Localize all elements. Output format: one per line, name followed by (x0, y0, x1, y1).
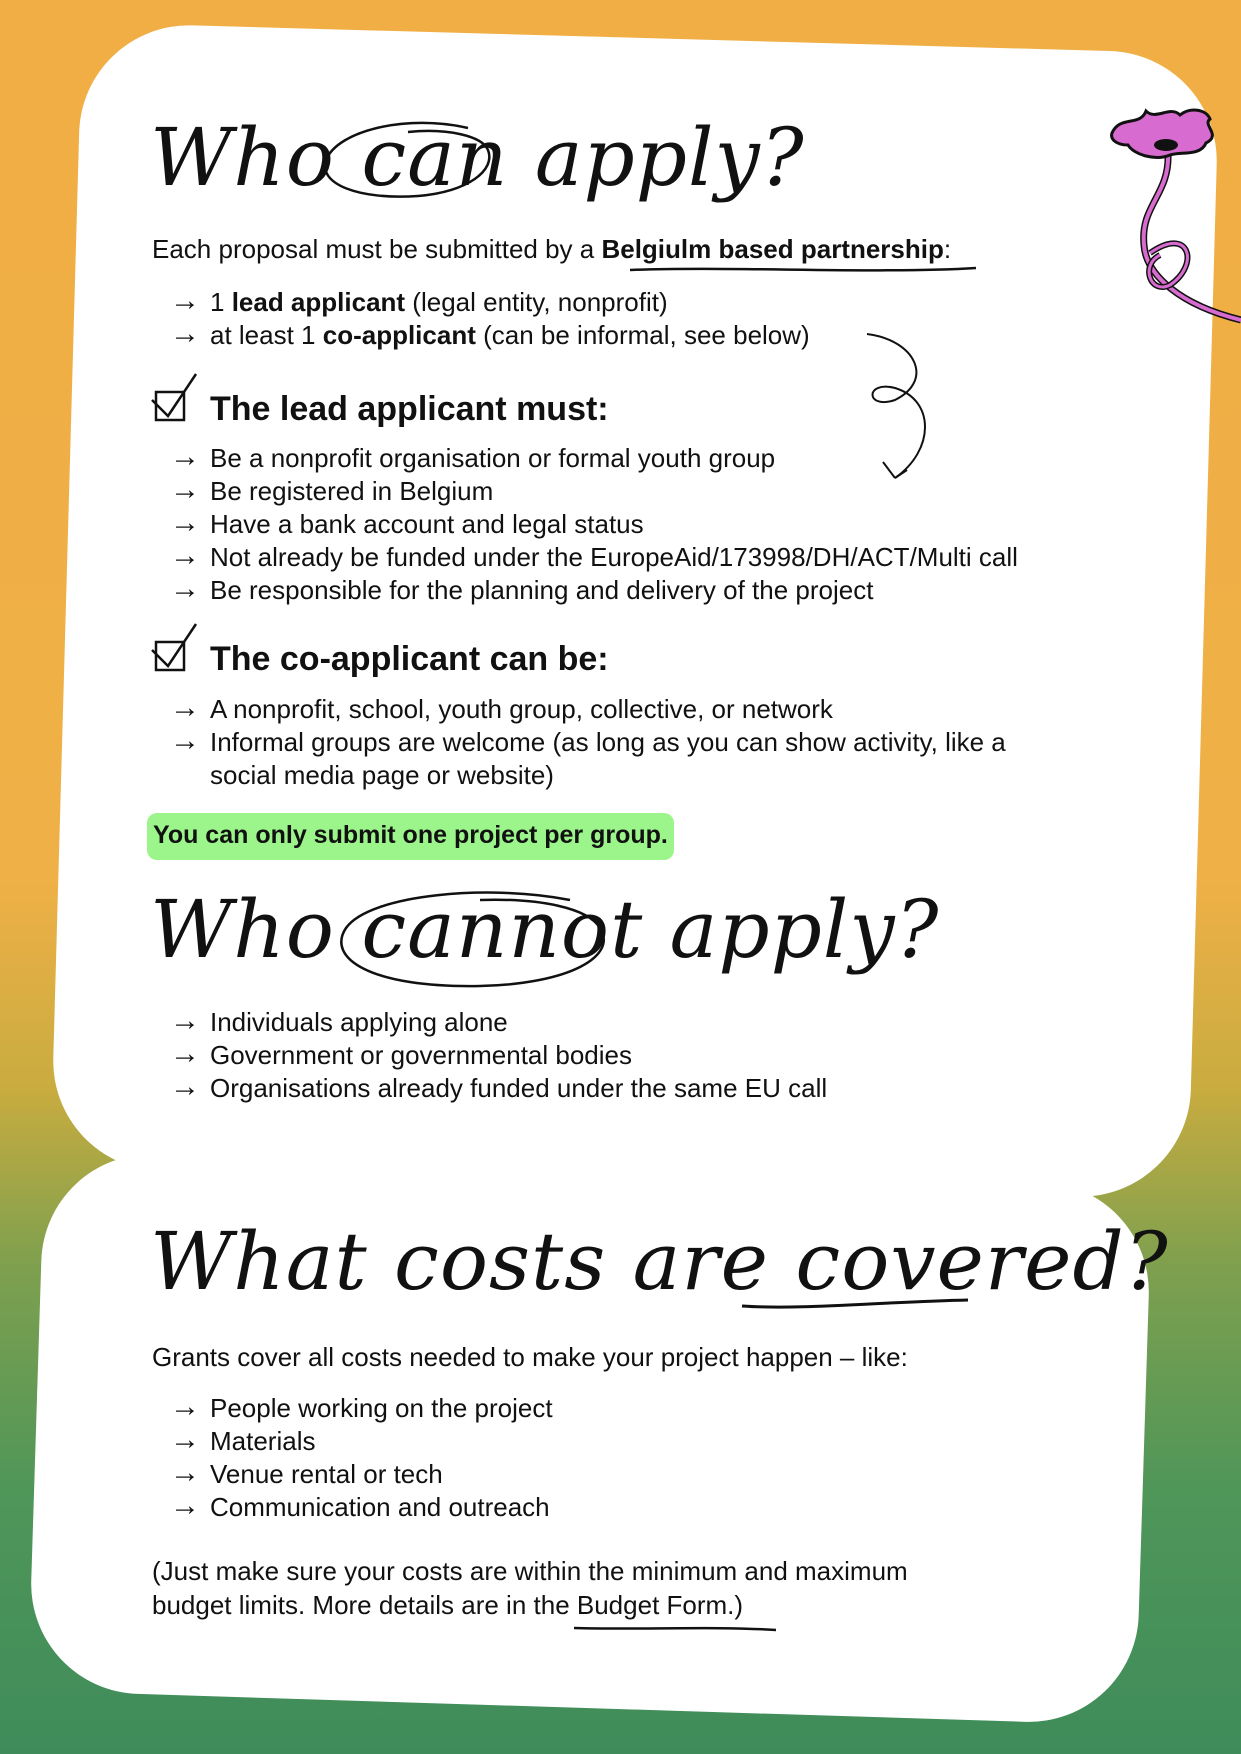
arrow-right-icon: → (170, 1456, 200, 1489)
heading-part-cannot: cannot (361, 883, 644, 976)
arrow-right-icon: → (170, 506, 200, 539)
heading-part-can: can (361, 111, 509, 204)
lead-applicant-title: The lead applicant must: (210, 390, 609, 428)
arrow-right-icon: → (170, 1070, 200, 1103)
co-applicant-list (152, 693, 1050, 792)
underline-scribble-icon (740, 1296, 970, 1312)
underline-scribble-icon (572, 1624, 778, 1634)
intro-bold: Belgiulm based partnership (601, 234, 944, 264)
list-item (152, 1006, 827, 1039)
list-item (152, 508, 1018, 541)
arrow-right-icon: → (170, 1390, 200, 1423)
one-project-note: You can only submit one project per group. (147, 813, 674, 860)
list-item (152, 1425, 553, 1458)
budget-note-line1: (Just make sure your costs are within the minimum and maximum (152, 1556, 908, 1586)
lead-requirements-list (152, 442, 1018, 607)
circle-scribble-icon (330, 888, 620, 998)
list-item (152, 726, 1050, 792)
item-text: Communication and outreach (210, 1492, 550, 1522)
list-item (152, 1392, 553, 1425)
list-item (152, 541, 1018, 574)
costs-list (152, 1392, 553, 1524)
arrow-right-icon: → (170, 440, 200, 473)
list-item (152, 1039, 827, 1072)
list-item (152, 574, 1018, 607)
heading-part-who: Who (150, 883, 335, 976)
item-bold: lead applicant (231, 287, 406, 317)
item-text: Be responsible for the planning and delivery of the project (210, 575, 874, 605)
cannot-apply-list (152, 1006, 827, 1105)
heading-what-costs-covered (150, 1215, 1169, 1308)
item-text: Individuals applying alone (210, 1007, 508, 1037)
list-item (152, 286, 810, 319)
arrow-right-icon: → (170, 539, 200, 572)
heading-part-who: Who (150, 111, 335, 204)
arrow-right-icon: → (170, 1004, 200, 1037)
arrow-right-icon: → (170, 1423, 200, 1456)
list-item (152, 319, 810, 352)
item-rest: (can be informal, see below) (475, 320, 810, 350)
arrow-right-icon: → (170, 284, 200, 317)
checkbox-icon (150, 370, 200, 426)
item-text: Be a nonprofit organisation or formal youth group (210, 443, 776, 473)
heading-part-question: ? (1124, 1215, 1169, 1308)
arrow-right-icon: → (170, 572, 200, 605)
item-text: Venue rental or tech (210, 1459, 443, 1489)
item-text: Not already be funded under the EuropeAid/173998/DH/ACT/Multi call (210, 542, 1018, 572)
list-item (152, 475, 1018, 508)
checkbox-icon (150, 620, 200, 676)
item-text: Organisations already funded under the same EU call (210, 1073, 828, 1103)
list-item (152, 1072, 827, 1105)
item-prefix: at least 1 (210, 320, 323, 350)
item-rest: (legal entity, nonprofit) (405, 287, 668, 317)
heading-part-apply: apply? (669, 883, 940, 976)
item-text: Government or governmental bodies (210, 1040, 633, 1070)
arrow-right-icon: → (170, 473, 200, 506)
item-bold: co-applicant (322, 320, 476, 350)
arrow-right-icon: → (170, 691, 200, 724)
budget-note-prefix: budget limits. More details are in (152, 1590, 534, 1620)
intro-prefix: Each proposal must be submitted by a (152, 234, 602, 264)
item-text: Be registered in Belgium (210, 476, 494, 506)
costs-intro: Grants cover all costs needed to make your project happen – like: (152, 1342, 908, 1372)
underline-scribble-icon (628, 264, 978, 276)
item-text: People working on the project (210, 1393, 553, 1423)
item-text: Informal groups are welcome (as long as you can show activity, like a social media page or website) (210, 727, 1006, 790)
heading-part-covered: covered (795, 1215, 1125, 1308)
item-text: Have a bank account and legal status (210, 509, 644, 539)
intro-suffix: : (943, 234, 952, 264)
item-prefix: 1 (210, 287, 232, 317)
arrow-right-icon: → (170, 1037, 200, 1070)
intro-text (152, 234, 951, 265)
list-item (152, 442, 1018, 475)
item-text: Materials (210, 1426, 316, 1456)
budget-note-line2 (152, 1590, 743, 1621)
item-text: A nonprofit, school, youth group, collective, or network (210, 694, 833, 724)
flower-icon (1110, 105, 1241, 365)
partnership-list (152, 286, 810, 352)
list-item (152, 1458, 553, 1491)
arrow-right-icon: → (170, 1489, 200, 1522)
list-item (152, 1491, 553, 1524)
budget-form-link[interactable]: the Budget Form.) (533, 1590, 744, 1620)
circle-scribble-icon (318, 118, 508, 208)
arrow-right-icon: → (170, 724, 200, 757)
arrow-right-icon: → (170, 317, 200, 350)
list-item (152, 693, 1050, 726)
heading-part-what: What costs are (150, 1215, 796, 1308)
heading-part-apply: apply? (534, 111, 805, 204)
co-applicant-title: The co-applicant can be: (210, 640, 609, 678)
